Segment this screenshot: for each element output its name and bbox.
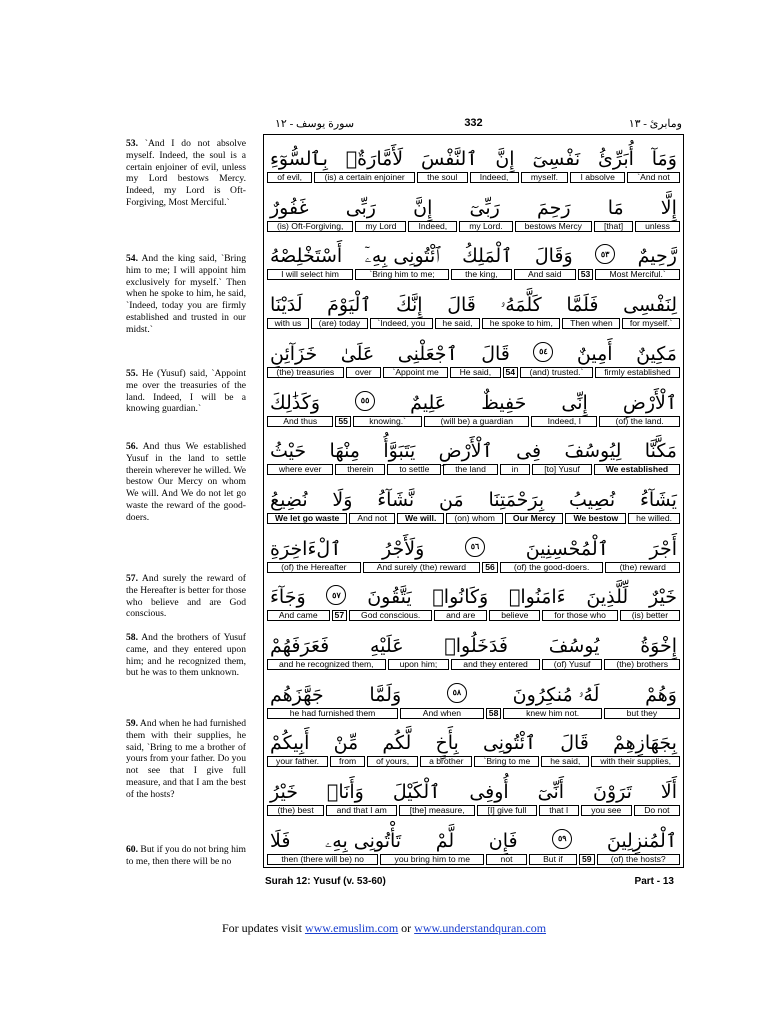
word-meaning-cell: (the) treasuries <box>267 367 344 378</box>
word-meaning-cell: `Appoint me <box>383 367 448 378</box>
word-meaning-cell: But if <box>529 854 577 865</box>
english-row <box>264 318 683 329</box>
arabic-word: أُوفِى <box>469 781 509 804</box>
word-meaning-cell: with us <box>267 318 309 329</box>
arabic-word: وَكَذَٰلِكَ <box>270 391 320 414</box>
verse-translation <box>126 138 246 209</box>
arabic-word: وَجَآءَ <box>270 586 306 609</box>
word-meaning-cell: that I <box>539 805 579 816</box>
verse-text: And when he had furnished them with their supplies, he said, `Bring to me a brother of yours from your father. Do you not see that I give full measure, and that I am the best of the hosts? <box>126 718 246 800</box>
arabic-row <box>264 574 683 610</box>
arabic-word: أَلَا <box>660 781 677 804</box>
word-meaning-cell: (is) better <box>620 610 680 621</box>
arabic-word: ٱجْعَلْنِى <box>397 342 458 365</box>
english-row <box>264 464 683 475</box>
word-meaning-cell: (is) a certain enjoiner <box>314 172 415 183</box>
word-meaning-cell: for myself.` <box>622 318 680 329</box>
english-row <box>264 610 683 621</box>
word-meaning-cell: to settle <box>387 464 441 475</box>
word-meaning-cell: he spoke to him, <box>482 318 560 329</box>
arabic-word: كَلَّمَهُۥ <box>500 294 542 317</box>
word-meaning-cell: [the] measure, <box>399 805 475 816</box>
word-meaning-cell: for those who <box>542 610 617 621</box>
arabic-word: نَفْسِىٓ <box>532 148 581 170</box>
arabic-word: ٱئْتُونِى بِهِۦٓ <box>364 245 440 268</box>
word-meaning-cell: (of) the land. <box>599 416 680 427</box>
english-row <box>264 367 683 378</box>
arabic-word: وَلَمَّا <box>369 683 402 706</box>
word-meaning-cell: `Bring to me <box>474 756 539 767</box>
verse-end-marker: ٥٦ <box>465 537 485 557</box>
arabic-word: وَقَالَ <box>534 245 573 268</box>
arabic-word: ٱلْيَوْمَ <box>327 294 372 317</box>
word-meaning-cell: And thus <box>267 416 333 427</box>
word-meaning-cell: Indeed, <box>408 221 457 232</box>
word-meaning-cell: We established <box>594 464 680 475</box>
arabic-word: لَّكُم <box>382 732 412 755</box>
page-footer <box>265 876 682 890</box>
verse-text: `And I do not absolve myself. Indeed, the soul is a certain enjoiner of evil, unless my Lord bestows Mercy. Indeed, my Lord is Oft-Forgiving, Most Merciful.` <box>126 138 246 208</box>
verse-number: 59. <box>126 718 138 729</box>
verse-number: 58. <box>126 632 138 643</box>
word-meaning-cell: and that I am <box>326 805 397 816</box>
arabic-word: خَيْرُ <box>270 781 298 804</box>
arabic-word: مَكِينٌ <box>636 342 677 365</box>
word-meaning-cell: (the) brothers <box>604 659 680 670</box>
word-meaning-cell: unless <box>635 221 680 232</box>
word-meaning-cell: from <box>330 756 365 767</box>
english-row <box>264 562 683 573</box>
word-meaning-cell: my Lord. <box>459 221 512 232</box>
word-meaning-cell: `Bring him to me; <box>355 269 449 280</box>
arabic-word: أَسْتَخْلِصْهُ <box>270 245 343 268</box>
word-meaning-cell: Most Merciful.` <box>595 269 680 280</box>
arabic-word: رَبِّىٓ <box>469 196 500 219</box>
word-meaning-cell: `And not <box>627 172 680 183</box>
word-meaning-cell: and are <box>434 610 487 621</box>
word-meaning-cell: Then when <box>562 318 620 329</box>
word-meaning-cell: he had furnished them <box>267 708 398 719</box>
arabic-word: بِجَهَازِهِمْ <box>613 732 677 755</box>
word-meaning-cell: (will be) a guardian <box>424 416 529 427</box>
arabic-word: لِنَفْسِى <box>623 294 677 317</box>
arabic-word: مَا <box>607 196 624 219</box>
arabic-word: بِرَحْمَتِنَا <box>488 488 545 511</box>
arabic-word: بِٱلسُّوٓءِ <box>270 148 328 170</box>
english-row <box>264 416 683 427</box>
updates-prefix: For updates visit <box>221 921 305 935</box>
word-meaning-cell: And not <box>349 513 395 524</box>
arabic-word: لَّمْ <box>435 829 455 852</box>
arabic-word: إِلَّا <box>660 196 677 219</box>
word-meaning-cell: but they <box>604 708 680 719</box>
word-by-word-grid <box>263 134 684 868</box>
arabic-word: لَهُۥ مُنكِرُونَ <box>512 683 600 706</box>
english-row <box>264 513 683 524</box>
arabic-word: فَلَا <box>270 829 291 852</box>
word-meaning-cell: [I] give full <box>477 805 537 816</box>
arabic-word: عَلَيْهِ <box>370 635 404 657</box>
verse-end-marker: ٥٧ <box>326 585 346 605</box>
verse-text: And the brothers of Yusuf came, and they entered upon him; and he recognized them, but he was to them unknown. <box>126 632 246 679</box>
arabic-word: أَمِينٌ <box>576 342 613 365</box>
arabic-word: حَفِيظٌ <box>481 391 527 414</box>
arabic-word: لِّلَّذِينَ <box>586 586 629 609</box>
word-meaning-cell: (the) best <box>267 805 324 816</box>
word-meaning-cell: (of) the good-doers. <box>500 562 604 573</box>
arabic-row <box>264 769 683 805</box>
arabic-word: فِى <box>516 440 542 463</box>
verse-number: 56. <box>126 441 138 452</box>
word-meaning-cell: [to] Yusuf <box>532 464 592 475</box>
word-meaning-cell: [that] <box>594 221 633 232</box>
arabic-word: ٱلْءَاخِرَةِ <box>270 537 342 560</box>
arabic-word: ءَامَنُوا۟ <box>508 586 566 609</box>
arabic-word: لِيُوسُفَ <box>564 440 622 463</box>
verse-number-cell: 55 <box>335 416 351 427</box>
verse-text: And the king said, `Bring him to me; I will appoint him exclusively for myself.` Then when he spoke to him, he said, `Indeed, today you are firmly established and trusted in our midst.` <box>126 253 247 335</box>
word-meaning-cell: believe <box>489 610 540 621</box>
arabic-row <box>264 185 683 221</box>
emuslim-link[interactable]: www.emuslim.com <box>304 921 399 935</box>
word-meaning-cell: (and) trusted.` <box>520 367 593 378</box>
verse-number-cell: 53 <box>578 269 594 280</box>
word-meaning-cell: a brother <box>420 756 472 767</box>
word-meaning-cell: We bestow <box>565 513 626 524</box>
word-meaning-cell: `Indeed, you <box>370 318 433 329</box>
page-header <box>265 117 682 131</box>
arabic-word: يَشَآءُ <box>639 488 677 511</box>
word-meaning-cell: not <box>486 854 527 865</box>
arabic-word: تَأْتُونِى بِهِۦ <box>325 829 402 852</box>
word-meaning-cell: in <box>500 464 531 475</box>
word-meaning-cell: therein <box>335 464 385 475</box>
arabic-word: وَلَا <box>332 488 353 511</box>
arabic-word: خَزَآئِنِ <box>270 342 318 365</box>
footer-surah: Surah 12: Yusuf (v. 53-60) <box>265 876 386 887</box>
word-meaning-cell: (of) the hosts? <box>597 854 681 865</box>
word-meaning-cell: (of) Yusuf <box>542 659 603 670</box>
arabic-word: إِنَّكَ <box>396 294 423 317</box>
arabic-word: أَنِّىٓ <box>537 781 565 804</box>
verse-text: And surely the reward of the Hereafter is better for those who believe and are God conscious. <box>126 573 247 620</box>
arabic-word: رَحِمَ <box>536 196 571 219</box>
word-meaning-cell: of evil, <box>267 172 312 183</box>
word-meaning-cell: he said, <box>435 318 480 329</box>
word-meaning-cell: he willed. <box>628 513 680 524</box>
arabic-row <box>264 331 683 367</box>
word-meaning-cell: and they entered <box>451 659 540 670</box>
word-meaning-cell: (of) the Hereafter <box>267 562 361 573</box>
arabic-word: وَلَأَجْرُ <box>382 537 425 560</box>
arabic-word: يَتَبَوَّأُ <box>383 440 416 463</box>
verse-number: 54. <box>126 253 138 264</box>
verse-end-marker: ٥٩ <box>552 829 572 849</box>
updates-middle: or <box>398 921 415 935</box>
arabic-word: مَكَّنَّا <box>644 440 677 463</box>
page-number: 332 <box>464 117 483 129</box>
arabic-word: مِّنْ <box>333 732 359 755</box>
arabic-row <box>264 477 683 513</box>
footer-part: Part - 13 <box>634 876 674 887</box>
word-meaning-cell: myself. <box>521 172 569 183</box>
verse-number: 53. <box>126 138 138 149</box>
arabic-word: إِنَّ <box>413 196 433 219</box>
word-meaning-cell: where ever <box>267 464 333 475</box>
arabic-word: ٱلْأَرْضِ <box>438 440 493 463</box>
word-meaning-cell: I absolve <box>570 172 625 183</box>
arabic-row <box>264 380 683 416</box>
word-meaning-cell: And surely (the) reward <box>363 562 481 573</box>
english-row <box>264 708 683 719</box>
word-meaning-cell: I will select him <box>267 269 353 280</box>
arabic-word: بِأَخٍ <box>435 732 459 755</box>
word-meaning-cell: (are) today <box>311 318 368 329</box>
arabic-word: وَهُمْ <box>645 683 677 706</box>
verse-translation <box>126 718 246 801</box>
arabic-word: فَإِن <box>488 829 518 852</box>
arabic-row <box>264 818 683 854</box>
verse-number-cell: 54 <box>503 367 519 378</box>
word-meaning-cell: my Lord <box>355 221 406 232</box>
verse-translation <box>126 632 246 679</box>
understandquran-link[interactable]: www.understandquran.com <box>414 921 547 935</box>
arabic-row <box>264 282 683 318</box>
word-meaning-cell: with their supplies, <box>591 756 680 767</box>
word-meaning-cell: the soul <box>417 172 468 183</box>
verse-number: 55. <box>126 368 138 379</box>
arabic-word: أَبِيكُمْ <box>270 732 310 755</box>
english-row <box>264 854 683 865</box>
arabic-word: لَدَيْنَا <box>270 294 303 317</box>
word-meaning-cell: And when <box>400 708 484 719</box>
verse-text: And thus We established Yusuf in the land to settle therein wherever he willed. We bestow Our Mercy on whom We will. And We do not let go waste the reward of the good-doers. <box>126 441 246 523</box>
verse-number-cell: 56 <box>482 562 498 573</box>
word-meaning-cell: the king, <box>451 269 512 280</box>
arabic-word: رَبِّى <box>345 196 376 219</box>
arabic-row <box>264 720 683 756</box>
word-meaning-cell: And came <box>267 610 330 621</box>
arabic-row <box>264 136 683 172</box>
word-meaning-cell: We let go waste <box>267 513 347 524</box>
word-meaning-cell: he said, <box>541 756 589 767</box>
verse-text: But if you do not bring him to me, then there will be no <box>126 844 247 867</box>
arabic-word: إِخْوَةُ <box>640 635 677 657</box>
word-meaning-cell: We will. <box>397 513 444 524</box>
arabic-word: وَمَآ <box>651 148 677 170</box>
verse-number: 57. <box>126 573 138 584</box>
arabic-word: ٱئْتُونِى <box>482 732 537 755</box>
arabic-word: حَيْثُ <box>270 440 307 463</box>
verse-number-cell: 59 <box>579 854 595 865</box>
arabic-word: ٱلْمُنزِلِينَ <box>606 829 677 852</box>
word-meaning-cell: Indeed, <box>470 172 519 183</box>
arabic-word: رَّحِيمٌ <box>637 245 677 268</box>
updates-line <box>0 921 768 936</box>
english-row <box>264 221 683 232</box>
arabic-word: يَتَّقُونَ <box>367 586 412 609</box>
english-row <box>264 659 683 670</box>
arabic-word: مِنْهَا <box>329 440 360 463</box>
arabic-word: ٱلْأَرْضِ <box>622 391 677 414</box>
word-meaning-cell: then (there will be) no <box>267 854 378 865</box>
arabic-word: قَالَ <box>481 342 510 365</box>
arabic-word: أُبَرِّئُ <box>597 148 634 170</box>
arabic-word: عَلَىٰ <box>340 342 375 365</box>
word-meaning-cell: (on) whom <box>446 513 503 524</box>
header-part-name: ومابرئ - ١٣ <box>628 118 682 130</box>
verse-number-cell: 57 <box>332 610 348 621</box>
word-meaning-cell: and he recognized them, <box>267 659 386 670</box>
arabic-word: عَلِيمٌ <box>410 391 447 414</box>
word-meaning-cell: Indeed, I <box>531 416 597 427</box>
word-meaning-cell: you bring him to me <box>380 854 484 865</box>
arabic-word: لَأَمَّارَةٌۢ <box>345 148 404 170</box>
word-meaning-cell: over <box>346 367 382 378</box>
word-meaning-cell: bestows Mercy <box>515 221 592 232</box>
arabic-word: مَن <box>439 488 464 511</box>
word-meaning-cell: knew him not. <box>503 708 602 719</box>
verse-end-marker: ٥٨ <box>447 683 467 703</box>
arabic-word: أَجْرَ <box>649 537 677 560</box>
word-meaning-cell: knowing.` <box>353 416 422 427</box>
word-meaning-cell: (is) Oft-Forgiving, <box>267 221 353 232</box>
arabic-word: جَهَّزَهُم <box>270 683 324 706</box>
verse-translation <box>126 441 246 524</box>
arabic-word: إِنِّى <box>561 391 588 414</box>
word-meaning-cell: Do not <box>634 805 680 816</box>
verse-end-marker: ٥٣ <box>595 244 615 264</box>
word-meaning-cell: upon him; <box>388 659 450 670</box>
arabic-word: ٱلْمَلِكُ <box>462 245 513 268</box>
english-row <box>264 756 683 767</box>
verse-end-marker: ٥٤ <box>533 342 553 362</box>
arabic-word: نُضِيعُ <box>270 488 308 511</box>
word-meaning-cell: God conscious. <box>349 610 432 621</box>
arabic-word: ٱلْكَيْلَ <box>392 781 441 804</box>
verse-translation <box>126 253 246 336</box>
arabic-word: قَالَ <box>560 732 589 755</box>
word-meaning-cell: Our Mercy <box>505 513 564 524</box>
arabic-word: فَعَرَفَهُمْ <box>270 635 330 657</box>
word-meaning-cell: your father. <box>267 756 328 767</box>
arabic-word: غَفُورٌ <box>270 196 309 219</box>
verse-number: 60. <box>126 844 138 855</box>
arabic-word: إِنَّ <box>495 148 515 170</box>
arabic-word: خَيْرٌ <box>648 586 677 609</box>
header-surah-name: سورة يوسف - ١٢ <box>275 118 355 130</box>
word-meaning-cell: of yours, <box>367 756 418 767</box>
word-meaning-cell: (the) reward <box>605 562 680 573</box>
verse-translation <box>126 844 246 868</box>
arabic-word: وَأَنَا۠ <box>326 781 364 804</box>
verse-translation <box>126 368 246 415</box>
arabic-word: يُوسُفَ <box>548 635 600 657</box>
word-meaning-cell: He said, <box>450 367 500 378</box>
arabic-row <box>264 526 683 562</box>
word-meaning-cell: And said <box>514 269 576 280</box>
arabic-word: فَلَمَّا <box>566 294 599 317</box>
english-row <box>264 269 683 280</box>
arabic-row <box>264 623 683 659</box>
arabic-word: نُصِيبُ <box>569 488 616 511</box>
english-row <box>264 172 683 183</box>
word-meaning-cell: firmly established <box>595 367 680 378</box>
arabic-word: قَالَ <box>447 294 476 317</box>
word-meaning-cell: the land <box>443 464 497 475</box>
arabic-word: ٱلْمُحْسِنِينَ <box>525 537 609 560</box>
verse-translation <box>126 573 246 620</box>
arabic-word: ٱلنَّفْسَ <box>420 148 478 170</box>
arabic-word: وَكَانُوا۟ <box>432 586 489 609</box>
arabic-row <box>264 233 683 269</box>
arabic-row <box>264 672 683 708</box>
verse-number-cell: 58 <box>486 708 502 719</box>
verse-end-marker: ٥٥ <box>355 391 375 411</box>
arabic-row <box>264 428 683 464</box>
arabic-word: تَرَوْنَ <box>593 781 632 804</box>
arabic-word: نَّشَآءُ <box>377 488 415 511</box>
word-meaning-cell: you see <box>581 805 632 816</box>
english-row <box>264 805 683 816</box>
verse-text: He (Yusuf) said, `Appoint me over the treasuries of the land. Indeed, I will be a knowing guardian.` <box>126 368 246 415</box>
arabic-word: فَدَخَلُوا۟ <box>444 635 508 657</box>
